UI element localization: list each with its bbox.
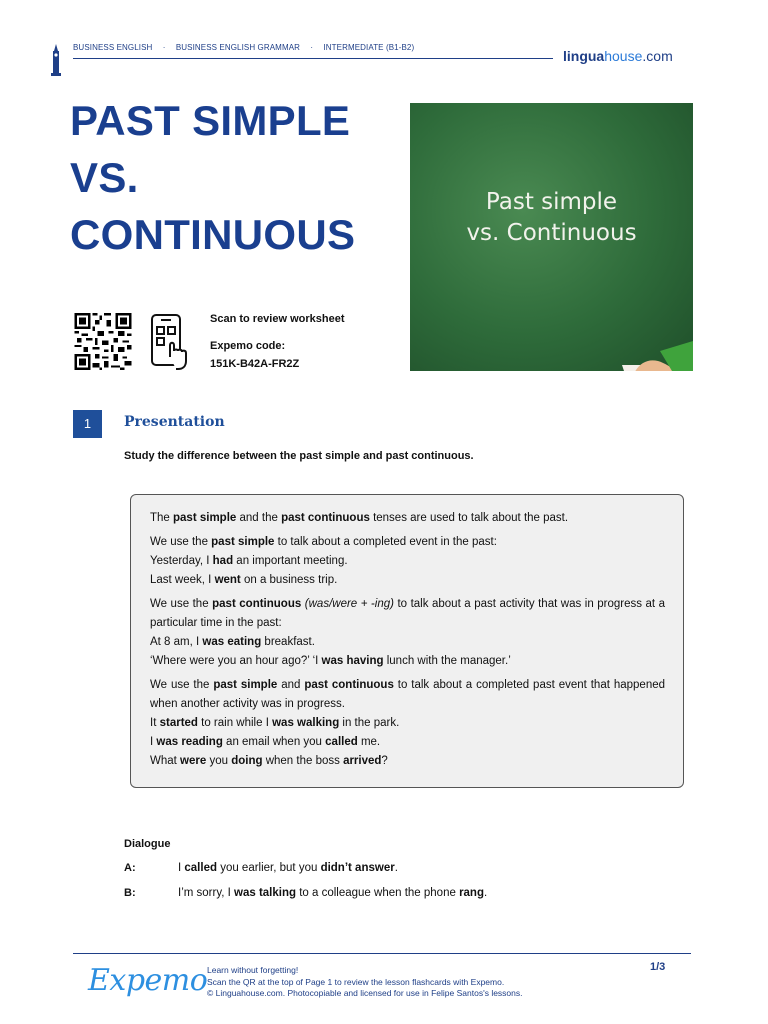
qr-code[interactable] (73, 313, 133, 370)
breadcrumb-item[interactable]: BUSINESS ENGLISH (73, 43, 153, 52)
breadcrumb-item[interactable]: BUSINESS ENGLISH GRAMMAR (175, 43, 301, 52)
expemo-code: 151K-B42A-FR2Z (210, 358, 300, 370)
breadcrumb-separator: · (162, 43, 166, 52)
expemo-code-label: Expemo code: (210, 340, 286, 352)
title-line: PAST SIMPLE (70, 97, 351, 144)
chalkboard-image (410, 103, 693, 371)
section-number: 1 (73, 410, 102, 438)
section-instruction: Study the difference between the past simple and past continuous. (124, 450, 474, 462)
grammar-box (130, 494, 684, 788)
dialogue-line: I called you earlier, but you didn’t answer. (178, 862, 398, 874)
scan-label: Scan to review worksheet (210, 313, 345, 325)
hand-with-chalk-icon (410, 103, 693, 371)
breadcrumb (73, 43, 414, 52)
title-line: VS. (70, 154, 139, 201)
grammar-paragraph: We use the past simple and past continuous to talk about a completed past event that happened when another activity was in progress. It started to rain while I was walking in the park. I was reading an email when you called me. What were you doing when the boss arrived? (150, 679, 666, 767)
page-number: 1/3 (650, 961, 666, 973)
big-ben-icon (50, 44, 62, 76)
page-title (70, 92, 355, 263)
grammar-paragraph: The past simple and the past continuous tenses are used to talk about the past. (150, 512, 569, 524)
dialogue-title: Dialogue (124, 838, 171, 850)
breadcrumb-item[interactable]: INTERMEDIATE (B1-B2) (323, 43, 415, 52)
title-line: CONTINUOUS (70, 211, 356, 258)
footer-divider (73, 953, 691, 954)
phone-scan-icon (150, 313, 192, 371)
grammar-paragraph: We use the past simple to talk about a completed event in the past: Yesterday, I had an important meeting. Last week, I went on a business trip. (150, 536, 497, 586)
brand-logo[interactable]: linguahouse.com (563, 48, 673, 64)
expemo-logo[interactable]: Expemo (88, 963, 208, 998)
dialogue-speaker: B: (124, 887, 136, 899)
grammar-paragraph: We use the past continuous (was/were + -ing) to talk about a past activity that was in progress at a particular time in the past: At 8 am, I was eating breakfast. ‘Where were you an hour ago?’ ‘I was having lunch with the manager.’ (150, 598, 666, 667)
footer-text: Learn without forgetting! Scan the QR at the top of Page 1 to review the lesson flashcards with Expemo. © Linguahouse.com. Photocopiable and licensed for use in Felipe Santos's lessons. (207, 965, 523, 998)
chalkboard-text: Past simple vs. Continuous (466, 189, 637, 246)
dialogue-line: I’m sorry, I was talking to a colleague when the phone rang. (178, 887, 488, 899)
dialogue-speaker: A: (124, 862, 136, 874)
section-title: Presentation (124, 414, 225, 430)
header-divider (73, 58, 553, 59)
breadcrumb-separator: · (310, 43, 314, 52)
